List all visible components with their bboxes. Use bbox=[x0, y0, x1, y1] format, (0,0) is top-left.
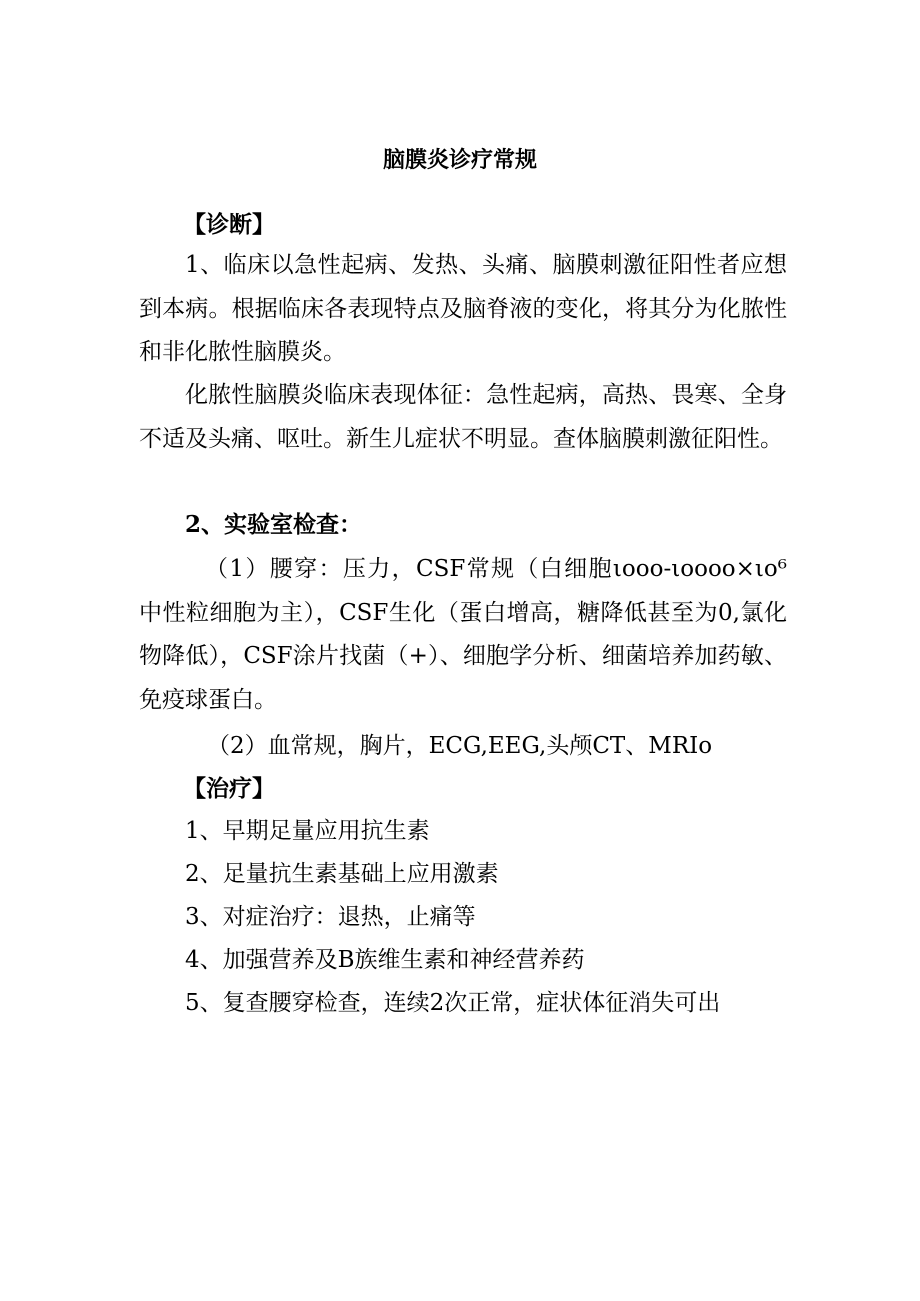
treatment-item: 4、加强营养及B族维生素和神经营养药 bbox=[185, 947, 585, 973]
lab-exam-heading: 2、实验室检查： bbox=[185, 511, 363, 538]
lab-exam-paragraph-1: （1）腰穿：压力，CSF常规（白细胞ιooo-ιoooo×ιo⁶中性粒细胞为主），CSF生化（蛋白增高，糖降低甚至为0,氯化物降低），CSF涂片找菌（+）、细胞学分析、细菌培养加药敏、免疫球蛋白。 bbox=[139, 556, 787, 713]
diagnosis-paragraph-1: 1、临床以急性起病、发热、头痛、脑膜刺激征阳性者应想到本病。根据临床各表现特点及脑脊液的变化，将其分为化脓性和非化脓性脑膜炎。 bbox=[139, 252, 787, 365]
treatment-item: 5、复查腰穿检查，连续2次正常，症状体征消失可出 bbox=[185, 990, 721, 1016]
treatment-heading: 【治疗】 bbox=[183, 775, 275, 802]
lab-exam-paragraph-2: （2）血常规，胸片，ECG,EEG,头颅CT、MRIo bbox=[207, 733, 713, 759]
treatment-item: 2、足量抗生素基础上应用激素 bbox=[185, 861, 499, 887]
treatment-item: 3、对症治疗：退热，止痛等 bbox=[185, 904, 476, 930]
diagnosis-paragraph-2: 化脓性脑膜炎临床表现体征：急性起病，高热、畏寒、全身不适及头痛、呕吐。新生儿症状不明显。查体脑膜刺激征阳性。 bbox=[139, 382, 787, 452]
treatment-item: 1、早期足量应用抗生素 bbox=[185, 818, 430, 844]
document-title: 脑膜炎诊疗常规 bbox=[382, 147, 537, 173]
diagnosis-heading: 【诊断】 bbox=[183, 211, 275, 238]
